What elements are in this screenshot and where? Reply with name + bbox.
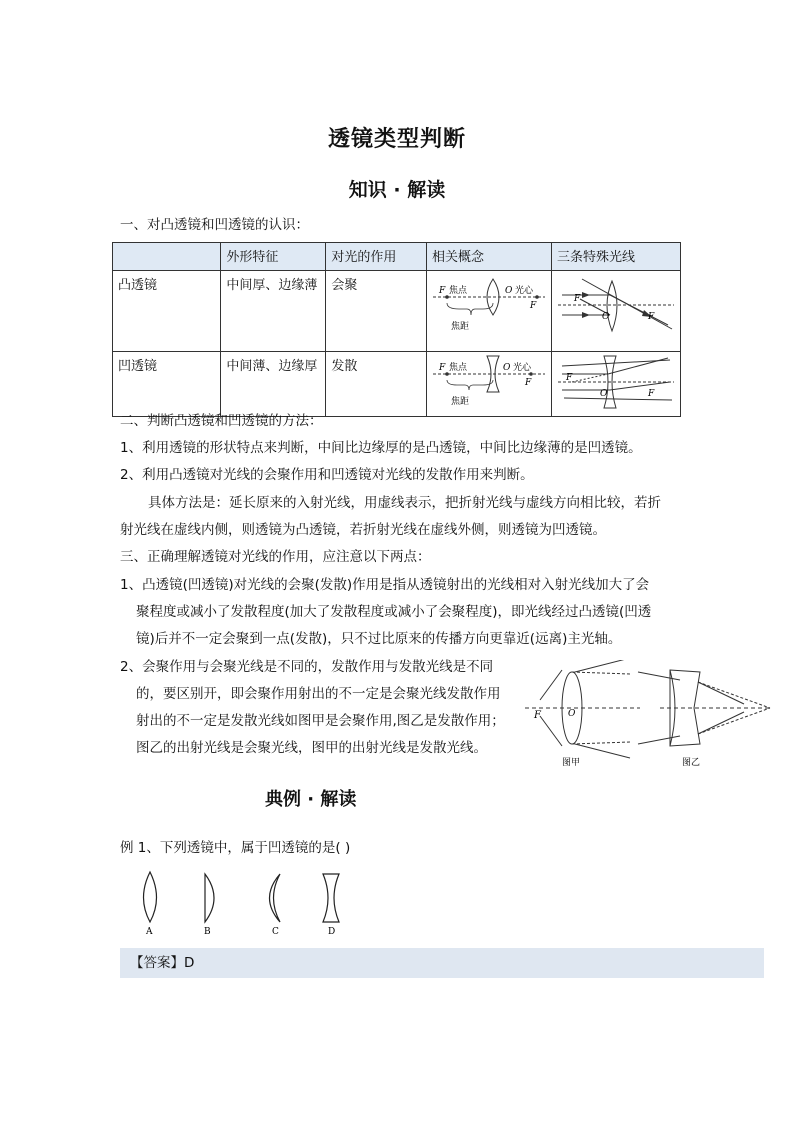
convex-special-rays-diagram	[552, 271, 680, 347]
svg-text:焦点: 焦点	[448, 363, 467, 373]
table-header: 三条特殊光线	[552, 243, 681, 271]
svg-text:光心: 光心	[514, 286, 533, 296]
svg-text:F: F	[529, 301, 537, 311]
option-a-lens	[144, 872, 157, 937]
table-cell: 中间厚、边缘薄	[221, 271, 326, 352]
svg-text:F: F	[566, 373, 573, 383]
table-cell: 会聚	[326, 271, 427, 352]
svg-text:F: F	[574, 294, 581, 304]
svg-text:A: A	[146, 927, 153, 937]
section-heading-knowledge: 知识 · 解读	[348, 179, 446, 201]
paragraph-line: 2、会聚作用与会聚光线是不同的，发散作用与发散光线是不同	[120, 659, 494, 675]
svg-text:C: C	[272, 927, 279, 937]
svg-text:O: O	[502, 363, 511, 373]
lens-comparison-table	[112, 242, 681, 417]
svg-text:图乙: 图乙	[682, 758, 701, 768]
convex-concept-diagram	[427, 271, 551, 347]
paragraph-line: 2、利用凸透镜对光线的会聚作用和凹透镜对光线的发散作用来判断。	[120, 467, 534, 483]
paragraph-line: 射出的不一定是发散光线如图甲是会聚作用,图乙是发散作用；	[136, 713, 505, 729]
table-cell: 凸透镜	[113, 271, 221, 352]
table-header	[113, 243, 221, 271]
option-b-lens	[204, 874, 214, 937]
svg-text:F: F	[438, 363, 446, 373]
table-cell: 发散	[326, 352, 427, 417]
svg-text:焦点: 焦点	[448, 286, 467, 296]
lens-options	[135, 870, 355, 940]
table-cell: 中间薄、边缘厚	[221, 352, 326, 417]
example-question: 例 1、下列透镜中，属于凹透镜的是( )	[120, 840, 351, 856]
section-3-heading: 三、正确理解透镜对光线的作用，应注意以下两点：	[120, 549, 431, 565]
svg-text:O: O	[602, 312, 610, 322]
table-row	[113, 271, 681, 352]
table-header-row	[113, 243, 681, 271]
paragraph-line: 镜)后并不一定会聚到一点(发散)，只不过比原来的传播方向更靠近(远离)主光轴。	[136, 631, 622, 647]
table-header: 对光的作用	[326, 243, 427, 271]
convex-concept-cell	[426, 271, 551, 352]
convex-rays-cell	[552, 271, 681, 352]
paragraph-line: 图乙的出射光线是会聚光线，图甲的出射光线是发散光线。	[136, 740, 487, 756]
svg-text:焦距: 焦距	[450, 397, 469, 407]
answer-box: 【答案】D	[120, 948, 764, 978]
svg-text:F: F	[648, 389, 655, 399]
table-header: 外形特征	[221, 243, 326, 271]
paragraph-line: 射光线在虚线内侧，则透镜为凸透镜，若折射光线在虚线外侧，则透镜为凹透镜。	[120, 522, 606, 538]
option-c-lens	[270, 874, 281, 937]
section-2-heading: 二、判断凸透镜和凹透镜的方法：	[120, 413, 323, 429]
svg-text:O: O	[600, 389, 608, 399]
svg-text:F: F	[648, 312, 655, 322]
paragraph-line: 聚程度或减小了发散程度(加大了发散程度或减小了会聚程度)，即光线经过凸透镜(凹透	[136, 604, 652, 620]
svg-text:O: O	[504, 286, 513, 296]
paragraph-line: 具体方法是：延长原来的入射光线，用虚线表示，把折射光线与虚线方向相比较，若折	[148, 495, 661, 511]
table-intro: 一、对凸透镜和凹透镜的认识：	[120, 217, 309, 233]
figure-yi	[638, 670, 770, 768]
concave-concept-diagram	[427, 352, 551, 412]
page-title: 透镜类型判断	[327, 127, 466, 152]
svg-text:焦距: 焦距	[450, 322, 469, 332]
concave-special-rays-diagram	[552, 352, 680, 412]
paragraph-line: 的，要区别开，即会聚作用射出的不一定是会聚光线发散作用	[136, 686, 501, 702]
svg-text:F: F	[438, 286, 446, 296]
svg-text:F: F	[534, 710, 541, 721]
svg-text:O: O	[568, 709, 576, 719]
lens-effect-figures	[520, 660, 775, 770]
figure-jia	[525, 660, 640, 768]
svg-text:D: D	[328, 927, 336, 937]
table-cell: 凹透镜	[113, 352, 221, 417]
svg-text:B: B	[204, 927, 211, 937]
svg-text:F: F	[524, 378, 532, 388]
option-d-lens	[323, 874, 339, 937]
section-heading-examples: 典例 · 解读	[265, 789, 357, 810]
concave-concept-cell	[426, 352, 551, 417]
svg-text:光心: 光心	[512, 363, 531, 373]
table-header: 相关概念	[426, 243, 551, 271]
paragraph-line: 1、凸透镜(凹透镜)对光线的会聚(发散)作用是指从透镜射出的光线相对入射光线加大了会	[120, 577, 650, 593]
table-row	[113, 352, 681, 417]
concave-rays-cell	[552, 352, 681, 417]
paragraph-line: 1、利用透镜的形状特点来判断，中间比边缘厚的是凸透镜，中间比边缘薄的是凹透镜。	[120, 440, 642, 456]
svg-text:图甲: 图甲	[562, 758, 581, 768]
